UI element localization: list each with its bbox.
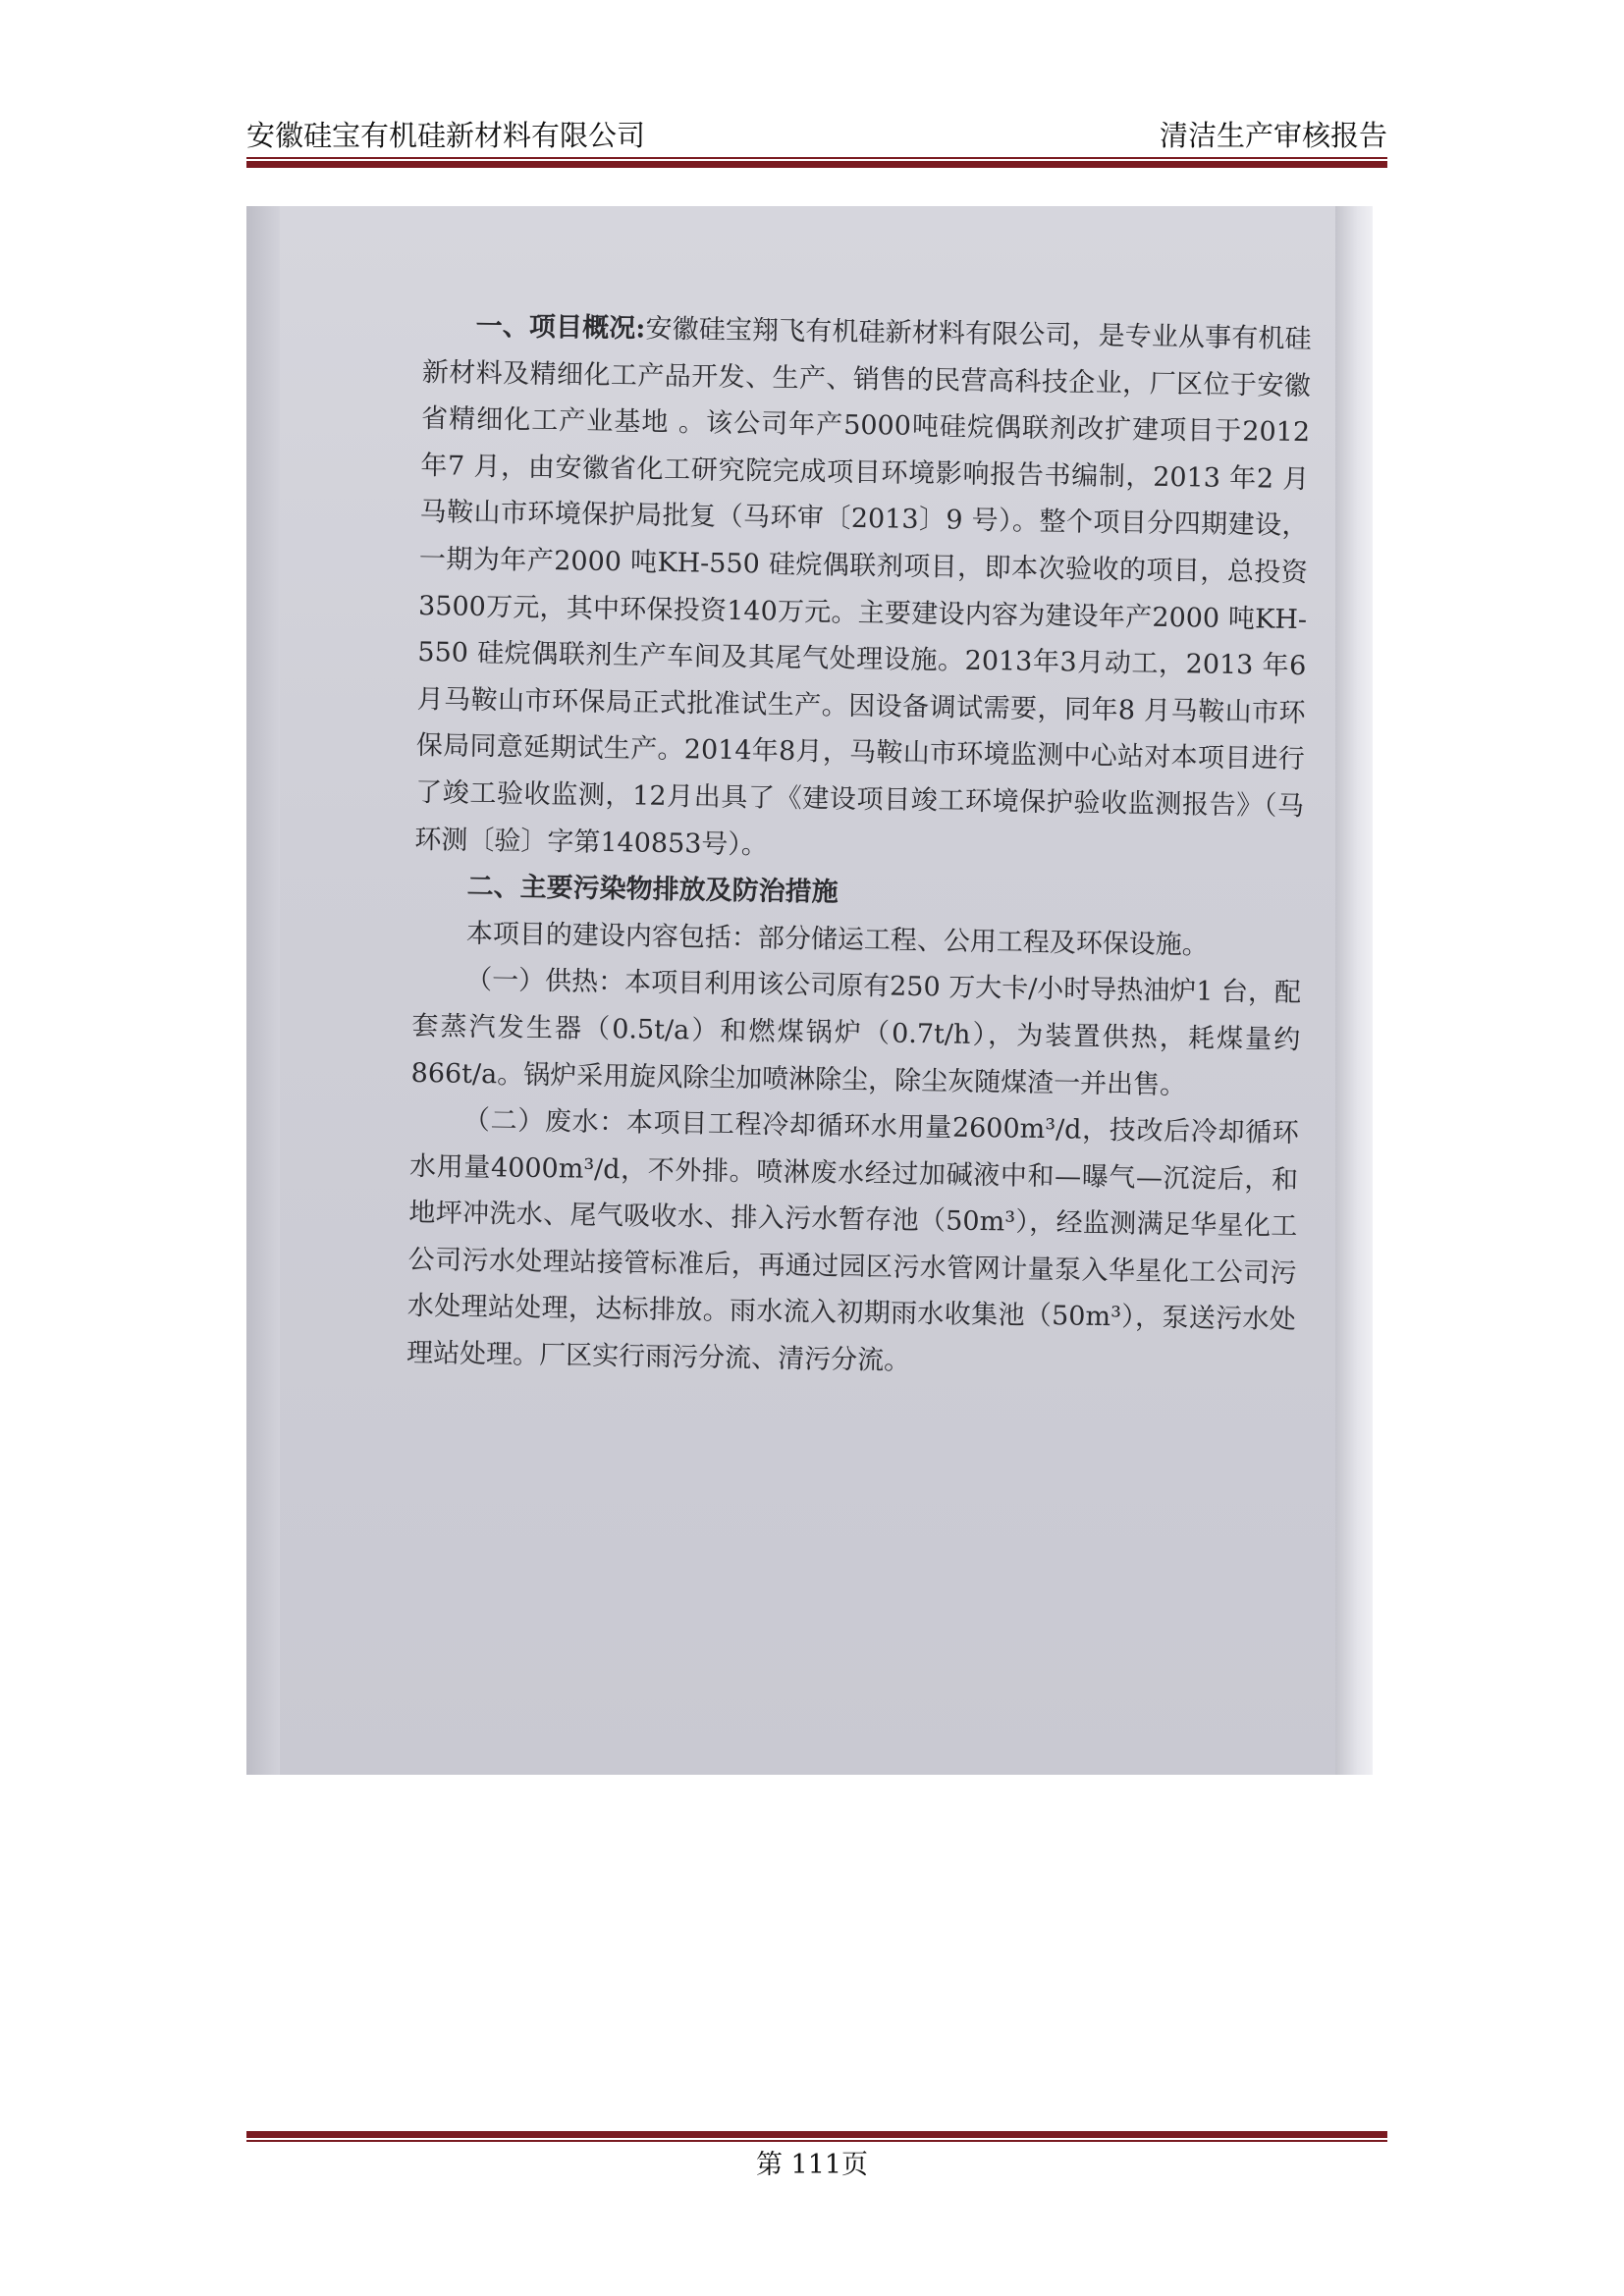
header-rule-thick bbox=[246, 161, 1387, 168]
scanned-document-photo bbox=[246, 206, 1373, 1775]
company-name: 安徽硅宝有机硅新材料有限公司 bbox=[246, 119, 646, 152]
footer-rule-thick bbox=[246, 2131, 1387, 2138]
paragraph-construction-content: 本项目的建设内容包括：部分储运工程、公用工程及环保设施。 bbox=[465, 918, 1210, 961]
heading-project-overview: 一、项目概况: bbox=[475, 310, 646, 345]
photo-page-edge bbox=[1335, 206, 1373, 1775]
page-number: 第 111页 bbox=[755, 2150, 869, 2180]
header-rule-thin bbox=[246, 157, 1387, 159]
report-title: 清洁生产审核报告 bbox=[1159, 119, 1387, 152]
page-header bbox=[246, 112, 1387, 161]
paragraph-heating: （一）供热：本项目利用该公司原有250 万大卡/小时导热油炉1 台，配套蒸汽发生器（0.5t/a）和燃煤锅炉（0.7t/h），为装置供热，耗煤量约866t/a。锅炉采用旋风除尘加喷淋除尘，除尘灰随煤渣一并出售。 bbox=[410, 965, 1302, 1100]
paragraph-project-overview bbox=[414, 302, 1312, 877]
scanned-text-block bbox=[406, 302, 1312, 1391]
heading-pollutants: 二、主要污染物排放及防治措施 bbox=[466, 871, 839, 908]
project-overview-body: 安徽硅宝翔飞有机硅新材料有限公司，是专业从事有机硅新材料及精细化工产品开发、生产、销售的民营高科技企业，厂区位于安徽省精细化工产业基地 。该公司年产5000吨硅烷偶联剂改扩建项目于2012 年7 月，由安徽省化工研究院完成项目环境影响报告书编制，2013 年2 月马鞍山市环境保护局批复（马环审〔2013〕9 号）。整个项目分四期建设，一期为年产2000 吨KH-550 硅烷偶联剂项目，即本次验收的项目，总投资3500万元，其中环保投资140万元。主要建设内容为建设年产2000 吨KH-550 硅烷偶联剂生产车间及其尾气处理设施。2013年3月动工，2013 年6 月马鞍山市环保局正式批准试生产。因设备调试需要，同年8 月马鞍山市环保局同意延期试生产。2014年8月，马鞍山市环境监测中心站对本项目进行了竣工验收监测，12月出具了《建设项目竣工环境保护验收监测报告》（马环测〔验〕字第140853号）。 bbox=[414, 313, 1312, 861]
footer-rule-thin bbox=[246, 2140, 1387, 2142]
paragraph-wastewater: （二）废水：本项目工程冷却循环水用量2600m³/d，技改后冷却循环水用量4000m³/d，不外排。喷淋废水经过加碱液中和—曝气—沉淀后，和地坪冲洗水、尾气吸收水、排入污水暂存池（50m³），经监测满足华星化工公司污水处理站接管标准后，再通过园区污水管网计量泵入华星化工公司污水处理站处理，达标排放。雨水流入初期雨水收集池（50m³），泵送污水处理站处理。厂区实行雨污分流、清污分流。 bbox=[406, 1104, 1300, 1376]
photo-left-shadow bbox=[246, 206, 280, 1775]
